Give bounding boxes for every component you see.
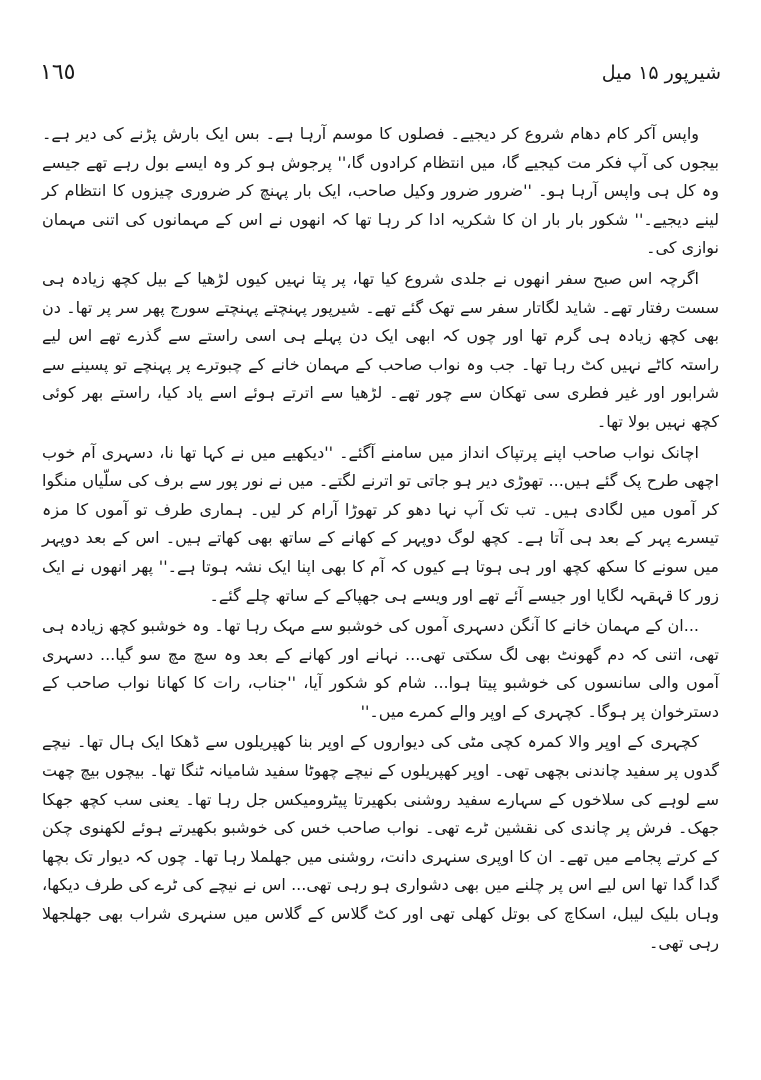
paragraph: اچانک نواب صاحب اپنے پرتپاک انداز میں سامنے آگئے۔ ''دیکھیے میں نے کہا تھا نا، دسہری آم خوب اچھی طرح پک گئے ہیں... تھوڑی دیر ہو جاتی تو اترنے لگتے۔ میں نے نور پور سے برف کی سلّیاں منگوا کر آموں میں لگادی ہیں۔ تب تک آپ نہا دھو کر تھوڑا آرام کر لیں۔ ہماری طرف تو آموں کا مزہ تیسرے پہر کے بعد ہی آتا ہے۔ کچھ لوگ دوپہر کے کھانے کے ساتھ بھی کھاتے ہیں۔ اس کے بعد دوپہر میں سونے کا سکھ کچھ اور ہی ہوتا ہے کیوں کہ آم کا بھی اپنا ایک نشہ ہوتا ہے۔'' پھر انھوں نے ایک زور کا قہقہہ لگایا اور جیسے آئے تھے اور ویسے ہی جھپاکے کے ساتھ چلے گئے۔	[42, 442, 719, 605]
paragraph: کچہری کے اوپر والا کمرہ کچی مٹی کی دیواروں کے اوپر بنا کھپریلوں سے ڈھکا ایک ہال تھا۔ نیچے گدوں پر سفید چاندنی بچھی تھی۔ اوپر کھپریلوں کے نیچے چھوٹا سفید شامیانہ ٹنگا تھا۔ بیچوں بیچ چھت سے لوہے کی سلاخوں کے سہارے سفید روشنی بکھیرتا پیٹرومیکس جل رہا تھا۔ یعنی سب کچھ جھکا جھک۔ فرش پر چاندی کی نقشین ٹرے تھی۔ نواب صاحب خس کی خوشبو بکھیرتے ہوئے لکھنوی چکن کے کرتے پجامے میں تھے۔ ان کا اوپری سنہری دانت، روشنی میں جھلملا رہا تھا۔ چوں کہ دیوار تک بچھا گدا گدا تھا اس لیے اس پر چلنے میں بھی دشواری ہو رہی تھی... اس نے نیچے کی ٹرے کی طرف دیکھا، وہاں بلیک لیبل، اسکاچ کی بوتل کھلی تھی اور کٹ گلاس کے گلاس میں سنہری شراب بھی جھلجھلا رہی تھی۔	[42, 732, 719, 952]
page-number: ١٦٥	[40, 60, 76, 85]
paragraph: اگرچہ اس صبح سفر انھوں نے جلدی شروع کیا تھا، پر پتا نہیں کیوں لڑھیا کے بیل کچھ زیادہ ہی سست رفتار تھے۔ شاید لگاتار سفر سے تھک گئے تھے۔ شیرپور پہنچتے پہنچتے سورج پھر سر پر تھا۔ دن بھی کچھ زیادہ ہی گرم تھا اور چوں کہ ابھی ایک دن پہلے ہی اسی راستے سے گذرے تھے اس لیے راستہ کاٹے نہیں کٹ رہا تھا۔ جب وہ نواب صاحب کے مہمان خانے کے چبوترے پر پہنچے تو پسینے سے شرابور اور غیر فطری سی تھکان سے چور تھے۔ لڑھیا سے اترتے ہوئے اسے یاد کیا، راستے بھر کوئی کچھ نہیں بولا تھا۔	[42, 268, 720, 431]
paragraph: واپس آکر کام دھام شروع کر دیجیے۔ فصلوں کا موسم آرہا ہے۔ بس ایک بارش پڑنے کی دیر ہے۔ بیجوں کی آپ فکر مت کیجیے گا، میں انتظام کرادوں گا،'' پرجوش ہو کر وہ ایسے بول رہے تھے جیسے وہ کل ہی واپس آرہا ہو۔ ''ضرور ضرور وکیل صاحب، ایک بار پہنچ کر ضروری چیزوں کا انتظام کر لینے دیجیے۔'' شکور بار بار ان کا شکریہ ادا کر رہا تھا کہ انھوں نے اس کے مہمانوں کی اتنی مہمان نوازی کی۔	[42, 124, 719, 258]
running-title: شیرپور ۱۵ میل	[601, 62, 721, 84]
page-header	[40, 58, 721, 92]
body-text	[42, 120, 719, 959]
paragraph: ...ان کے مہمان خانے کا آنگن دسہری آموں کی خوشبو سے مہک رہا تھا۔ وہ خوشبو کچھ زیادہ ہی تھی، اتنی کہ دم گھونٹ بھی لگ سکتی تھی... نہانے اور کھانے کے بعد وہ سچ مچ سو گیا... دسہری آموں والی سانسوں کی خوشبو پیتا ہوا... شام کو شکور آیا، ''جناب، رات کا کھانا نواب صاحب کے دسترخوان پر ہوگا۔ کچہری کے اوپر والے کمرے میں۔''	[42, 616, 719, 721]
